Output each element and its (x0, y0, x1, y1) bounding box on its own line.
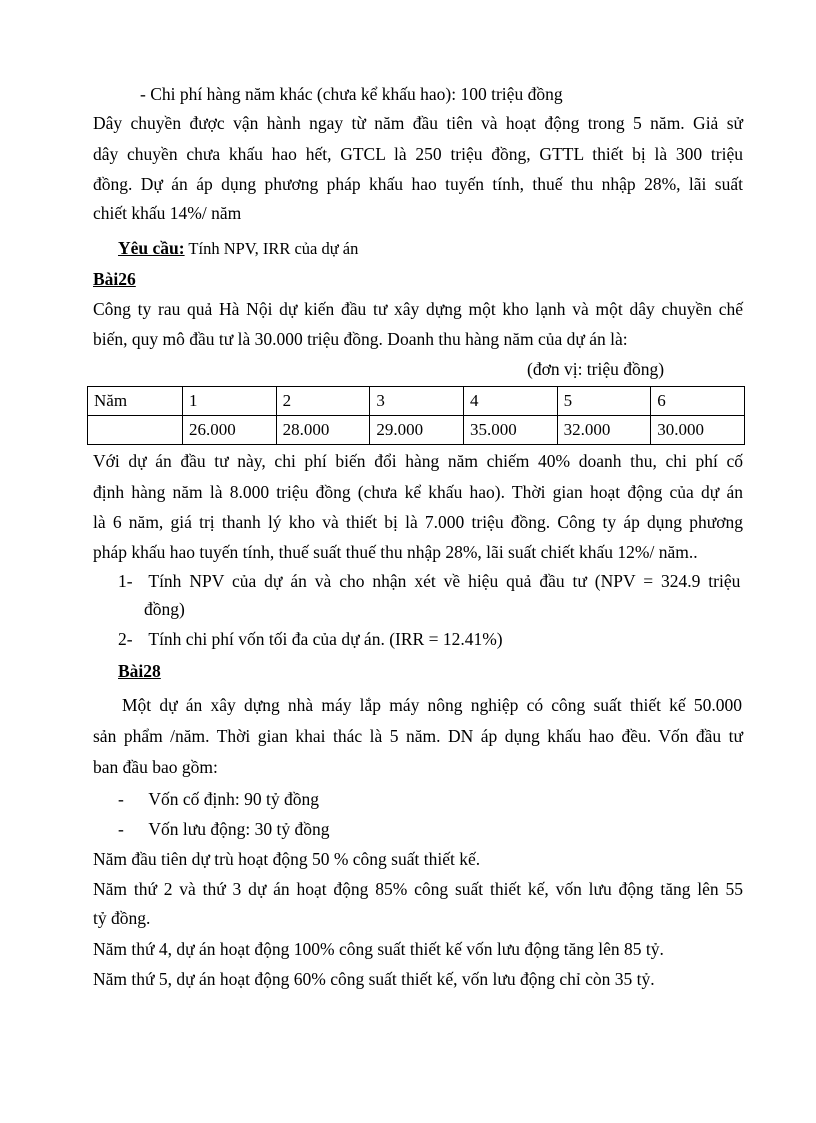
exercise-26-heading: Bài26 (93, 269, 136, 289)
table-revenue-cell: 32.000 (557, 416, 651, 445)
paragraph-line: ban đầu bao gồm: (93, 757, 218, 777)
question-number: 1- (118, 571, 133, 591)
bullet-dash: - (118, 819, 124, 839)
paragraph-line: Công ty rau quả Hà Nội dự kiến đầu tư xây dựng một kho lạnh và một dây chuyền chế (93, 299, 743, 319)
exercise-28-heading: Bài28 (118, 661, 161, 681)
table-year-cell: 3 (370, 387, 464, 416)
table-revenue-cell: 28.000 (276, 416, 370, 445)
paragraph-line: pháp khấu hao tuyến tính, thuế suất thuế thu nhập 28%, lãi suất chiết khấu 12%/ năm.. (93, 542, 698, 562)
cost-item: - Chi phí hàng năm khác (chưa kể khấu hao): 100 triệu đồng (140, 84, 563, 104)
paragraph-line: chiết khấu 14%/ năm (93, 203, 242, 223)
unit-note: (đơn vị: triệu đồng) (527, 359, 665, 379)
paragraph-line: Dây chuyền được vận hành ngay từ năm đầu tiên và hoạt động trong 5 năm. Giả sử (93, 113, 743, 133)
paragraph-line: định hàng năm là 8.000 triệu đồng (chưa kể khấu hao). Thời gian hoạt động của dự án (93, 482, 743, 502)
question-1-continued: đồng) (144, 599, 185, 619)
requirement-line (118, 237, 768, 260)
table-row (88, 416, 745, 445)
table-row (88, 387, 745, 416)
bullet-item (118, 788, 768, 810)
requirement-label: Yêu cầu: (118, 238, 185, 258)
paragraph-line: là 6 năm, giá trị thanh lý kho và thiết bị là 7.000 triệu đồng. Công ty áp dụng phương (93, 512, 743, 532)
table-revenue-cell: 30.000 (651, 416, 745, 445)
paragraph-line: sản phẩm /năm. Thời gian khai thác là 5 năm. DN áp dụng khấu hao đều. Vốn đầu tư (93, 726, 743, 746)
table-revenue-cell: 29.000 (370, 416, 464, 445)
table-year-cell: 2 (276, 387, 370, 416)
table-revenue-cell: 26.000 (183, 416, 277, 445)
table-revenue-cell: 35.000 (463, 416, 557, 445)
paragraph-line: biến, quy mô đầu tư là 30.000 triệu đồng. Doanh thu hàng năm của dự án là: (93, 329, 628, 349)
requirement-text: Tính NPV, IRR của dự án (184, 239, 359, 258)
question-text: Tính chi phí vốn tối đa của dự án. (IRR = 12.41%) (148, 629, 503, 649)
table-row-label: Năm (88, 387, 183, 416)
paragraph-line: Một dự án xây dựng nhà máy lắp máy nông nghiệp có công suất thiết kế 50.000 (122, 695, 742, 715)
table-year-cell: 5 (557, 387, 651, 416)
bullet-dash: - (118, 789, 124, 809)
paragraph-line: Năm thứ 5, dự án hoạt động 60% công suất thiết kế, vốn lưu động chỉ còn 35 tỷ. (93, 969, 655, 989)
paragraph-line: Năm thứ 4, dự án hoạt động 100% công suất thiết kế vốn lưu động tăng lên 85 tỷ. (93, 939, 664, 959)
question-text: Tính NPV của dự án và cho nhận xét về hiệu quả đầu tư (NPV = 324.9 triệu (148, 571, 741, 591)
paragraph-line: tỷ đồng. (93, 908, 151, 928)
paragraph-line: đồng. Dự án áp dụng phương pháp khấu hao tuyến tính, thuế thu nhập 28%, lãi suất (93, 174, 743, 194)
revenue-table (87, 386, 745, 445)
paragraph-line: Năm đầu tiên dự trù hoạt động 50 % công suất thiết kế. (93, 849, 481, 869)
paragraph-line: Với dự án đầu tư này, chi phí biến đổi hàng năm chiếm 40% doanh thu, chi phí cố (93, 451, 743, 471)
paragraph-line: dây chuyền chưa khấu hao hết, GTCL là 250 triệu đồng, GTTL thiết bị là 300 triệu (93, 144, 743, 164)
table-year-cell: 6 (651, 387, 745, 416)
paragraph-line: Năm thứ 2 và thứ 3 dự án hoạt động 85% công suất thiết kế, vốn lưu động tăng lên 55 (93, 879, 743, 899)
table-year-cell: 1 (183, 387, 277, 416)
question-number: 2- (118, 629, 133, 649)
bullet-text: Vốn cố định: 90 tỷ đồng (148, 789, 319, 809)
table-year-cell: 4 (463, 387, 557, 416)
question-1 (118, 570, 741, 592)
table-empty-cell (88, 416, 183, 445)
question-2 (118, 628, 768, 650)
bullet-text: Vốn lưu động: 30 tỷ đồng (148, 819, 330, 839)
bullet-item (118, 818, 768, 840)
